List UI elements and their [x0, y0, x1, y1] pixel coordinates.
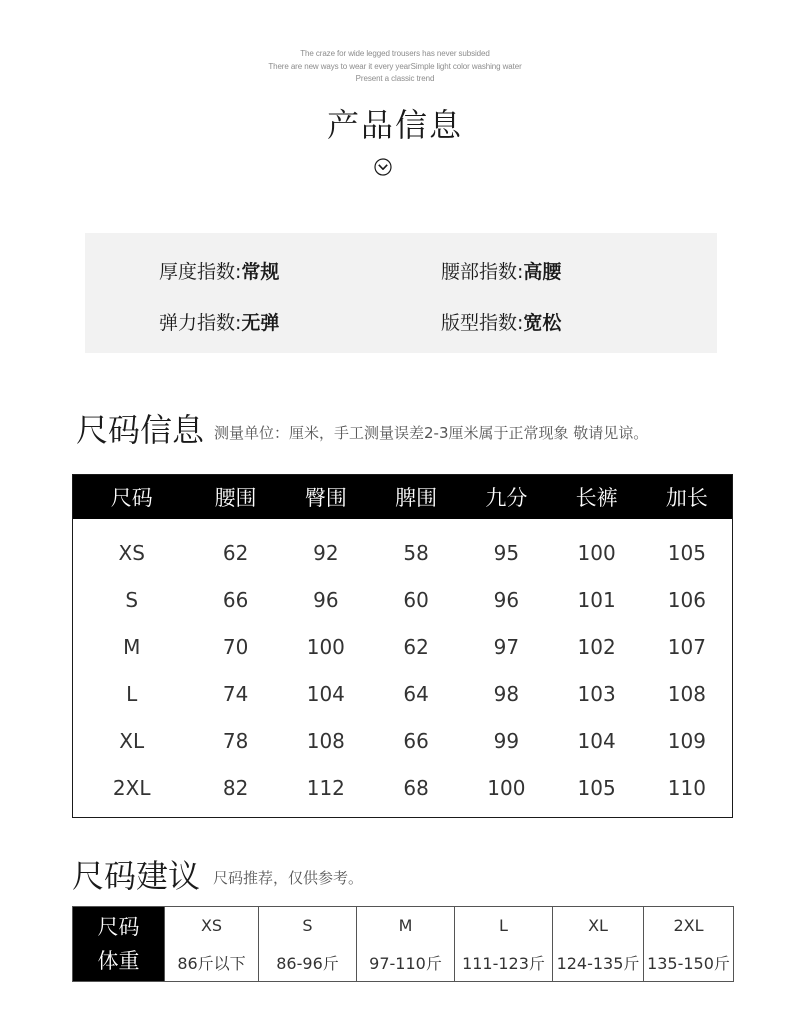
table-cell: 82 [222, 775, 249, 800]
table-cell: 101 [577, 587, 616, 612]
table-cell: 58 [403, 540, 429, 565]
size-recommend-title: 尺码建议 [72, 857, 201, 895]
table-cell: 104 [306, 681, 345, 706]
page-title: 产品信息 [326, 106, 463, 144]
size-info-note: 测量单位：厘米，手工测量误差2-3厘米属于正常现象 敬请见谅。 [214, 424, 649, 442]
table-cell: 112 [306, 775, 345, 800]
chevron-down-circle-icon [374, 158, 392, 176]
table-cell: 70 [222, 634, 249, 659]
table-cell: 60 [403, 587, 429, 612]
info-value: 宽松 [523, 312, 562, 334]
info-value: 无弹 [241, 312, 280, 334]
rec-weight: 86斤以下 [177, 954, 246, 973]
table-row [73, 670, 732, 717]
table-cell: 96 [313, 587, 339, 612]
info-waist [441, 257, 561, 284]
table-cell: 64 [403, 681, 429, 706]
rec-weight: 135-150斤 [647, 954, 730, 973]
table-cell: 2XL [112, 775, 151, 800]
table-cell: M [123, 634, 141, 659]
table-header-cell: 九分 [485, 486, 528, 510]
rec-size: XL [588, 916, 608, 935]
table-cell: 109 [667, 728, 706, 753]
table-cell: 107 [667, 634, 706, 659]
rec-column [356, 907, 454, 981]
size-table-header [73, 475, 732, 519]
table-cell: 97 [493, 634, 520, 659]
table-row [73, 623, 732, 670]
table-header-cell: 加长 [665, 486, 708, 510]
table-cell: XL [119, 728, 145, 753]
rec-size: S [302, 916, 313, 935]
table-cell: 92 [313, 540, 339, 565]
rec-weight: 111-123斤 [462, 954, 545, 973]
info-label: 厚度指数: [159, 261, 242, 283]
rec-label-size: 尺码 [97, 915, 140, 939]
table-cell: 100 [306, 634, 345, 659]
table-row [73, 717, 732, 764]
rec-weight: 124-135斤 [556, 954, 640, 973]
table-cell: 104 [577, 728, 616, 753]
info-elasticity [159, 308, 279, 335]
rec-column [164, 907, 258, 981]
info-label: 弹力指数: [159, 312, 242, 334]
tagline-line: The craze for wide legged trousers has never subsided [300, 49, 490, 58]
table-header-cell: 长裤 [575, 486, 618, 510]
tagline [0, 48, 790, 86]
info-label: 腰部指数: [441, 261, 524, 283]
table-header-cell: 尺码 [110, 486, 153, 510]
table-row [73, 576, 732, 623]
tagline-line: There are new ways to wear it every yearSimple light color washing water [268, 61, 522, 71]
table-row [73, 529, 732, 576]
rec-row-labels [73, 907, 164, 981]
size-table [72, 474, 733, 818]
table-cell: 66 [403, 728, 429, 753]
table-row [73, 764, 732, 811]
table-cell: 108 [306, 728, 345, 753]
rec-size: 2XL [673, 916, 704, 935]
info-fit [441, 308, 561, 335]
table-cell: 95 [493, 540, 520, 565]
table-header-cell: 腰围 [214, 486, 257, 510]
rec-column [258, 907, 356, 981]
table-cell: 68 [403, 775, 429, 800]
table-cell: 99 [493, 728, 520, 753]
size-recommend-note: 尺码推荐，仅供参考。 [213, 869, 364, 887]
table-cell: 62 [403, 634, 429, 659]
size-info-title: 尺码信息 [76, 411, 205, 449]
table-cell: 103 [577, 681, 616, 706]
tagline-line: Present a classic trend [355, 74, 435, 83]
rec-label-weight: 体重 [97, 949, 140, 973]
product-info-panel [85, 233, 717, 353]
size-table-body [73, 529, 732, 811]
info-value: 常规 [241, 261, 280, 283]
rec-weight: 97-110斤 [369, 954, 442, 973]
table-cell: 74 [222, 681, 249, 706]
rec-column [454, 907, 552, 981]
table-header-cell: 臀围 [304, 486, 347, 510]
info-value: 高腰 [523, 261, 562, 283]
table-cell: 105 [577, 775, 616, 800]
rec-column [643, 907, 733, 981]
table-cell: 110 [667, 775, 706, 800]
table-cell: 98 [493, 681, 520, 706]
table-cell: 105 [667, 540, 706, 565]
info-label: 版型指数: [441, 312, 524, 334]
table-cell: 106 [667, 587, 706, 612]
table-cell: 62 [222, 540, 249, 565]
table-cell: 66 [222, 587, 249, 612]
rec-weight: 86-96斤 [276, 954, 339, 973]
table-cell: 100 [487, 775, 526, 800]
rec-size: L [499, 916, 508, 935]
table-cell: XS [118, 540, 145, 565]
table-cell: 102 [577, 634, 616, 659]
table-cell: L [126, 681, 138, 706]
table-cell: 100 [577, 540, 616, 565]
table-cell: 96 [493, 587, 520, 612]
rec-size: XS [200, 916, 223, 935]
rec-column [552, 907, 643, 981]
size-recommend-table [72, 906, 734, 982]
rec-size: M [398, 916, 413, 935]
info-thickness [159, 257, 279, 284]
table-cell: 108 [667, 681, 706, 706]
table-cell: S [125, 587, 139, 612]
table-header-cell: 脾围 [395, 486, 438, 510]
table-cell: 78 [222, 728, 249, 753]
